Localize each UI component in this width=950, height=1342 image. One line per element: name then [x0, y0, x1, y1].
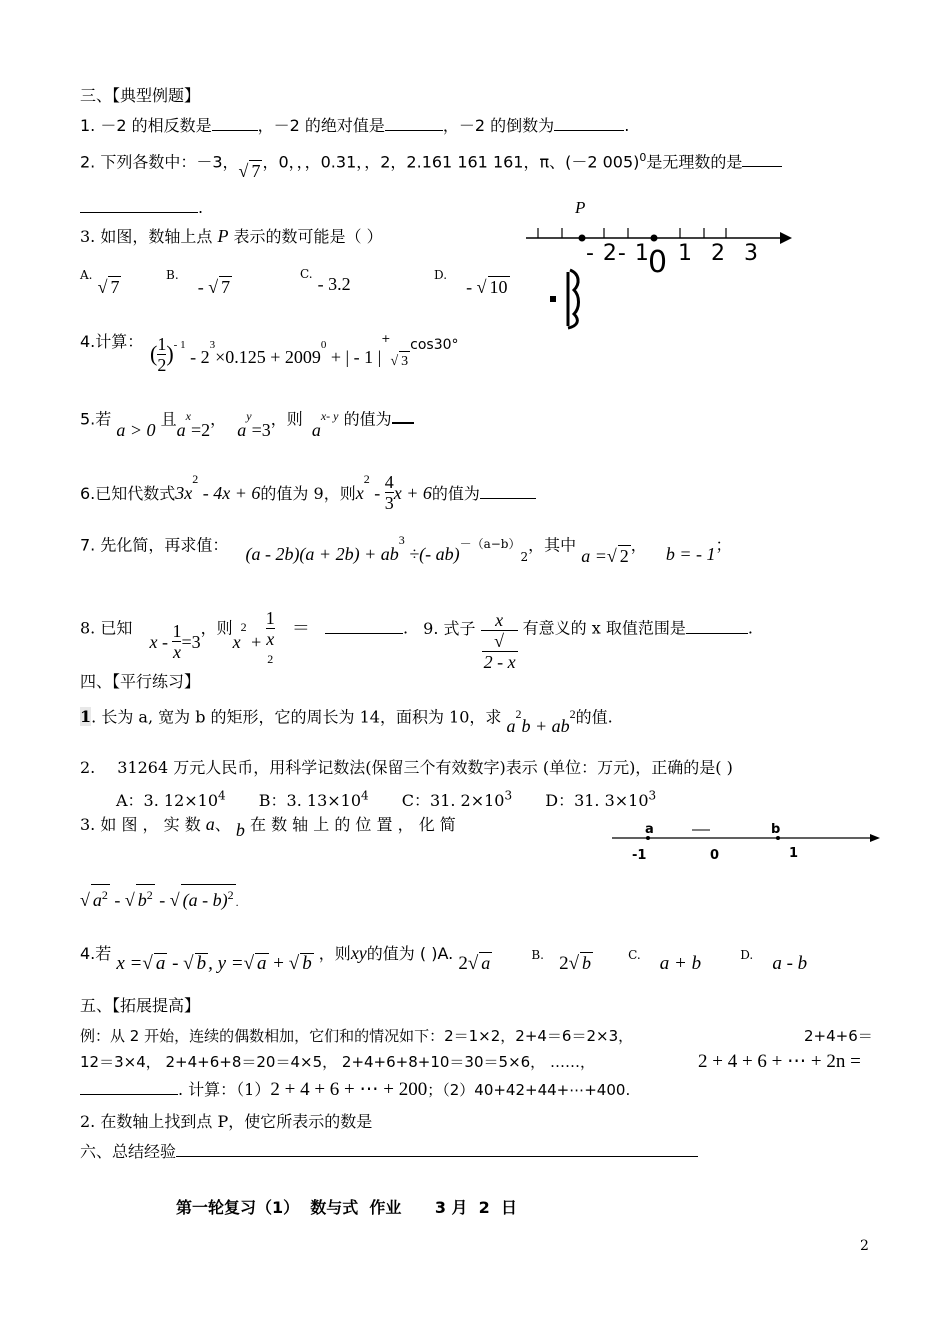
point-p-label: P: [575, 198, 586, 217]
example-line-3: . 计算：（1）2 + 4 + 6 + ⋯ + 200；（2）40+42+44+⋯+400.: [80, 1080, 630, 1100]
extension-2: 2. 在数轴上找到点 P，使它所表示的数是: [80, 1112, 373, 1131]
answer-blank[interactable]: [325, 619, 403, 634]
option-b[interactable]: B. - √ 7: [166, 268, 231, 297]
option-c[interactable]: C：31. $2\times 10^3$: [401, 789, 513, 811]
point-p: [579, 235, 586, 242]
practice-3: 3. 如 图 ， 实 数 a、 b 在 数 轴 上 的 位 置 ， 化 简: [80, 814, 456, 840]
point-b-label: b: [771, 822, 781, 837]
option-a[interactable]: A：3. $12\times 10^4$: [116, 789, 226, 811]
option-b[interactable]: B：3. $13\times 10^4$: [258, 789, 369, 811]
tick-minus-one: -1: [632, 848, 647, 863]
number-line-zero: 0: [648, 245, 668, 280]
question-1: 1. －2 的相反数是 ，－2 的绝对值是 ，－2 的倒数为 .: [80, 116, 630, 135]
answer-blank[interactable]: [742, 152, 782, 167]
section-4-title: 四、【平行练习】: [80, 672, 201, 691]
answer-blank[interactable]: [80, 198, 198, 213]
question-5: 5.若 a > 0 且$a^x=2$， $a^y=3$，则 $a^{x- y}$ 的值为: [80, 404, 414, 444]
point-a-label: a: [645, 822, 654, 837]
answer-blank[interactable]: [480, 484, 536, 499]
answer-blank[interactable]: [176, 1142, 698, 1157]
tick-zero: 0: [710, 848, 720, 863]
homework-title: 第一轮复习（1） 数与式 作业 3 月 2 日: [176, 1198, 517, 1217]
section-5-title: 五、【拓展提高】: [80, 996, 201, 1015]
answer-blank[interactable]: [554, 116, 624, 131]
number-line-ticks-positive: 1 2 3: [678, 241, 764, 266]
question-2: 2. 下列各数中：－3，√ 7 ，0，，，0.31，，2，2.161 161 161，π、(－2 005)$^0$是无理数的是: [80, 148, 782, 172]
question-3: 3. 如图，数轴上点 P 表示的数可能是（ ）: [80, 226, 383, 246]
practice-2: 2. 31264 万元人民币，用科学记数法(保留三个有效数字)表示 (单位：万元)，正确的是( ): [80, 758, 733, 777]
dot-mark: [550, 296, 556, 302]
bracket-mark: [564, 268, 586, 330]
example-line-1-right: 2+4+6＝: [804, 1027, 873, 1045]
answer-blank[interactable]: [80, 1080, 178, 1095]
answer-blank[interactable]: [392, 408, 414, 424]
section-6: 六、总结经验: [80, 1142, 698, 1162]
practice-2-options: [116, 786, 656, 811]
question-2-continued: .: [80, 198, 203, 218]
practice-4: 4.若 x =√ a - √ b , y =√ a + √ b ，则xy的值为 ( )A. 2√ a B. 2√ b C. a + b D. a - b: [80, 943, 808, 974]
answer-blank[interactable]: [686, 619, 748, 634]
option-b[interactable]: 2√ b: [559, 953, 592, 974]
page-number: 2: [860, 1238, 869, 1254]
question-7: 7. 先化简，再求值： $(a - 2b)(a + 2b) + ab^3$ ÷(- $ab)-(a-b)_2$，其中 a =√ 2， b = - 1；: [80, 533, 732, 567]
practice-1: 1. 长为 a, 宽为 b 的矩形，它的周长为 14，面积为 10，求 $a^2b + ab^2$的值.: [80, 707, 613, 737]
example-line-2: 12＝3×4， 2+4+6+8＝20＝4×5， 2+4+6+8+10＝30＝5×6， ……，: [80, 1053, 595, 1071]
answer-blank[interactable]: [212, 116, 258, 131]
answer-blank[interactable]: [385, 116, 443, 131]
question-4-expression: ( $\frac{1}{2}$ )$^{- 1} - 2^3\times 0.125 + 2009^0$ + | - 1 $|^+_{√ 3}\cos 30^\circ$: [150, 331, 459, 375]
question-6: 6.已知代数式$3x^2 - 4x + 6$的值为 9，则$x^2$ - $\frac{4}{3}$ x + 6的值为: [80, 460, 536, 510]
option-c[interactable]: C. - 3.2: [300, 267, 351, 294]
option-a[interactable]: A. √ 7: [80, 268, 120, 297]
practice-3-expression: √ $a^2$ - √ $b^2$ - √ (a - b)$^2$ .: [80, 884, 239, 918]
tick-one: 1: [789, 846, 799, 861]
example-line-1: 例：从 2 开始，连续的偶数相加，它们和的情况如下：2＝1×2，2+4＝6＝2×3，: [80, 1027, 634, 1045]
number-line-ticks: - 2- 1: [586, 241, 650, 266]
question-4-label: 4.计算：: [80, 332, 144, 351]
sqrt-7: √ 7: [238, 161, 261, 182]
question-8: 8. 已知 x - $\frac{1}{x}$ =3，则$x^2$ + 1 x $^2$ ＝ . 9. 式子 x √ 2 - x 有意义的 x 取值范围是 .: [80, 608, 753, 672]
option-d[interactable]: D. - √ 10: [434, 268, 508, 297]
option-d[interactable]: a - b: [772, 953, 808, 974]
option-d[interactable]: D：31. $3\times 10^3$: [545, 789, 657, 811]
option-a[interactable]: 2√ a: [458, 953, 491, 974]
section-3-title: 三、【典型例题】: [80, 86, 201, 105]
example-line-2-right: 2 + 4 + 6 + ⋯ + 2n =: [698, 1051, 861, 1072]
option-c[interactable]: a + b: [659, 953, 702, 974]
